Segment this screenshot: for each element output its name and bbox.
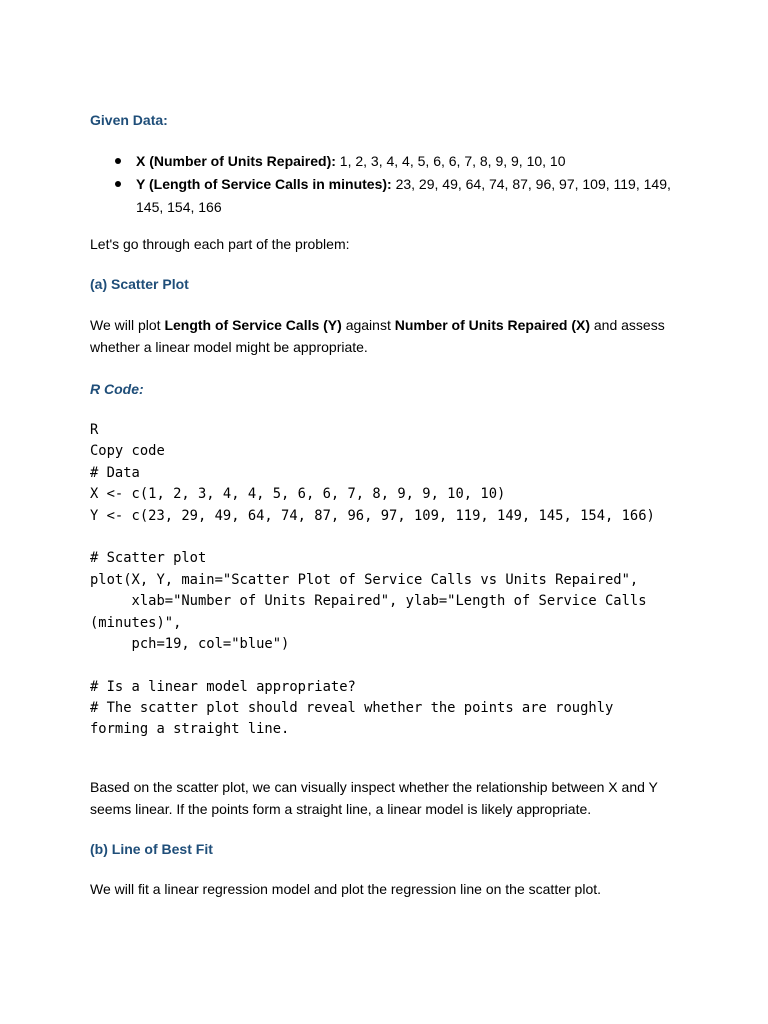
list-item-x: [136, 150, 681, 173]
part-a-text-1: We will plot: [90, 317, 165, 333]
y-values: 23, 29, 49, 64, 74, 87, 96, 97, 109, 119, 149, 145, 154, 166: [136, 176, 671, 215]
code-line: # Is a linear model appropriate?: [90, 678, 356, 695]
part-b-paragraph: We will fit a linear regression model and plot the regression line on the scatter plot.: [90, 881, 602, 897]
code-line: # Scatter plot: [90, 550, 207, 567]
x-label: X (Number of Units Repaired):: [136, 153, 336, 169]
code-line: R: [90, 422, 99, 438]
code-line: Y <- c(23, 29, 49, 64, 74, 87, 96, 97, 109, 119, 149, 145, 154, 166): [90, 507, 655, 524]
intro-text: Let's go through each part of the problem:: [90, 236, 350, 252]
code-line: # Data: [90, 464, 140, 481]
part-a-bold-x: Number of Units Repaired (X): [394, 317, 590, 333]
part-a-paragraph: [90, 314, 680, 358]
code-line: [90, 655, 655, 676]
code-line: (minutes)",: [90, 614, 182, 631]
x-values: 1, 2, 3, 4, 4, 5, 6, 6, 7, 8, 9, 9, 10, 10: [335, 153, 566, 169]
list-item-y: [136, 173, 681, 219]
code-line: [90, 527, 655, 548]
part-b-heading: (b) Line of Best Fit: [90, 841, 213, 857]
r-code-heading: R Code:: [90, 381, 144, 397]
code-line: xlab="Number of Units Repaired", ylab="Length of Service Calls: [90, 593, 647, 610]
code-line: pch=19, col="blue"): [90, 635, 290, 652]
y-label: Y (Length of Service Calls in minutes):: [136, 176, 392, 192]
part-a-text-2: against: [341, 317, 395, 333]
code-line: Copy code: [90, 443, 165, 460]
part-a-bold-y: Length of Service Calls (Y): [164, 317, 342, 333]
part-a-heading: (a) Scatter Plot: [90, 276, 189, 292]
code-line: X <- c(1, 2, 3, 4, 4, 5, 6, 6, 7, 8, 9, 9, 10, 10): [90, 486, 506, 503]
part-a-text-3: and assess whether a linear model might be appropriate.: [90, 317, 665, 355]
given-data-list: [90, 150, 681, 219]
r-code-block: [90, 420, 655, 741]
code-line: # The scatter plot should reveal whether the points are roughly: [90, 700, 614, 717]
code-line: forming a straight line.: [90, 721, 290, 738]
given-data-heading: Given Data:: [90, 112, 168, 128]
code-line: plot(X, Y, main="Scatter Plot of Service Calls vs Units Repaired",: [90, 571, 639, 588]
part-a-conclusion: Based on the scatter plot, we can visually inspect whether the relationship between X and Y seems linear. If the points form a straight line, a linear model is likely appropriate.: [90, 779, 658, 817]
